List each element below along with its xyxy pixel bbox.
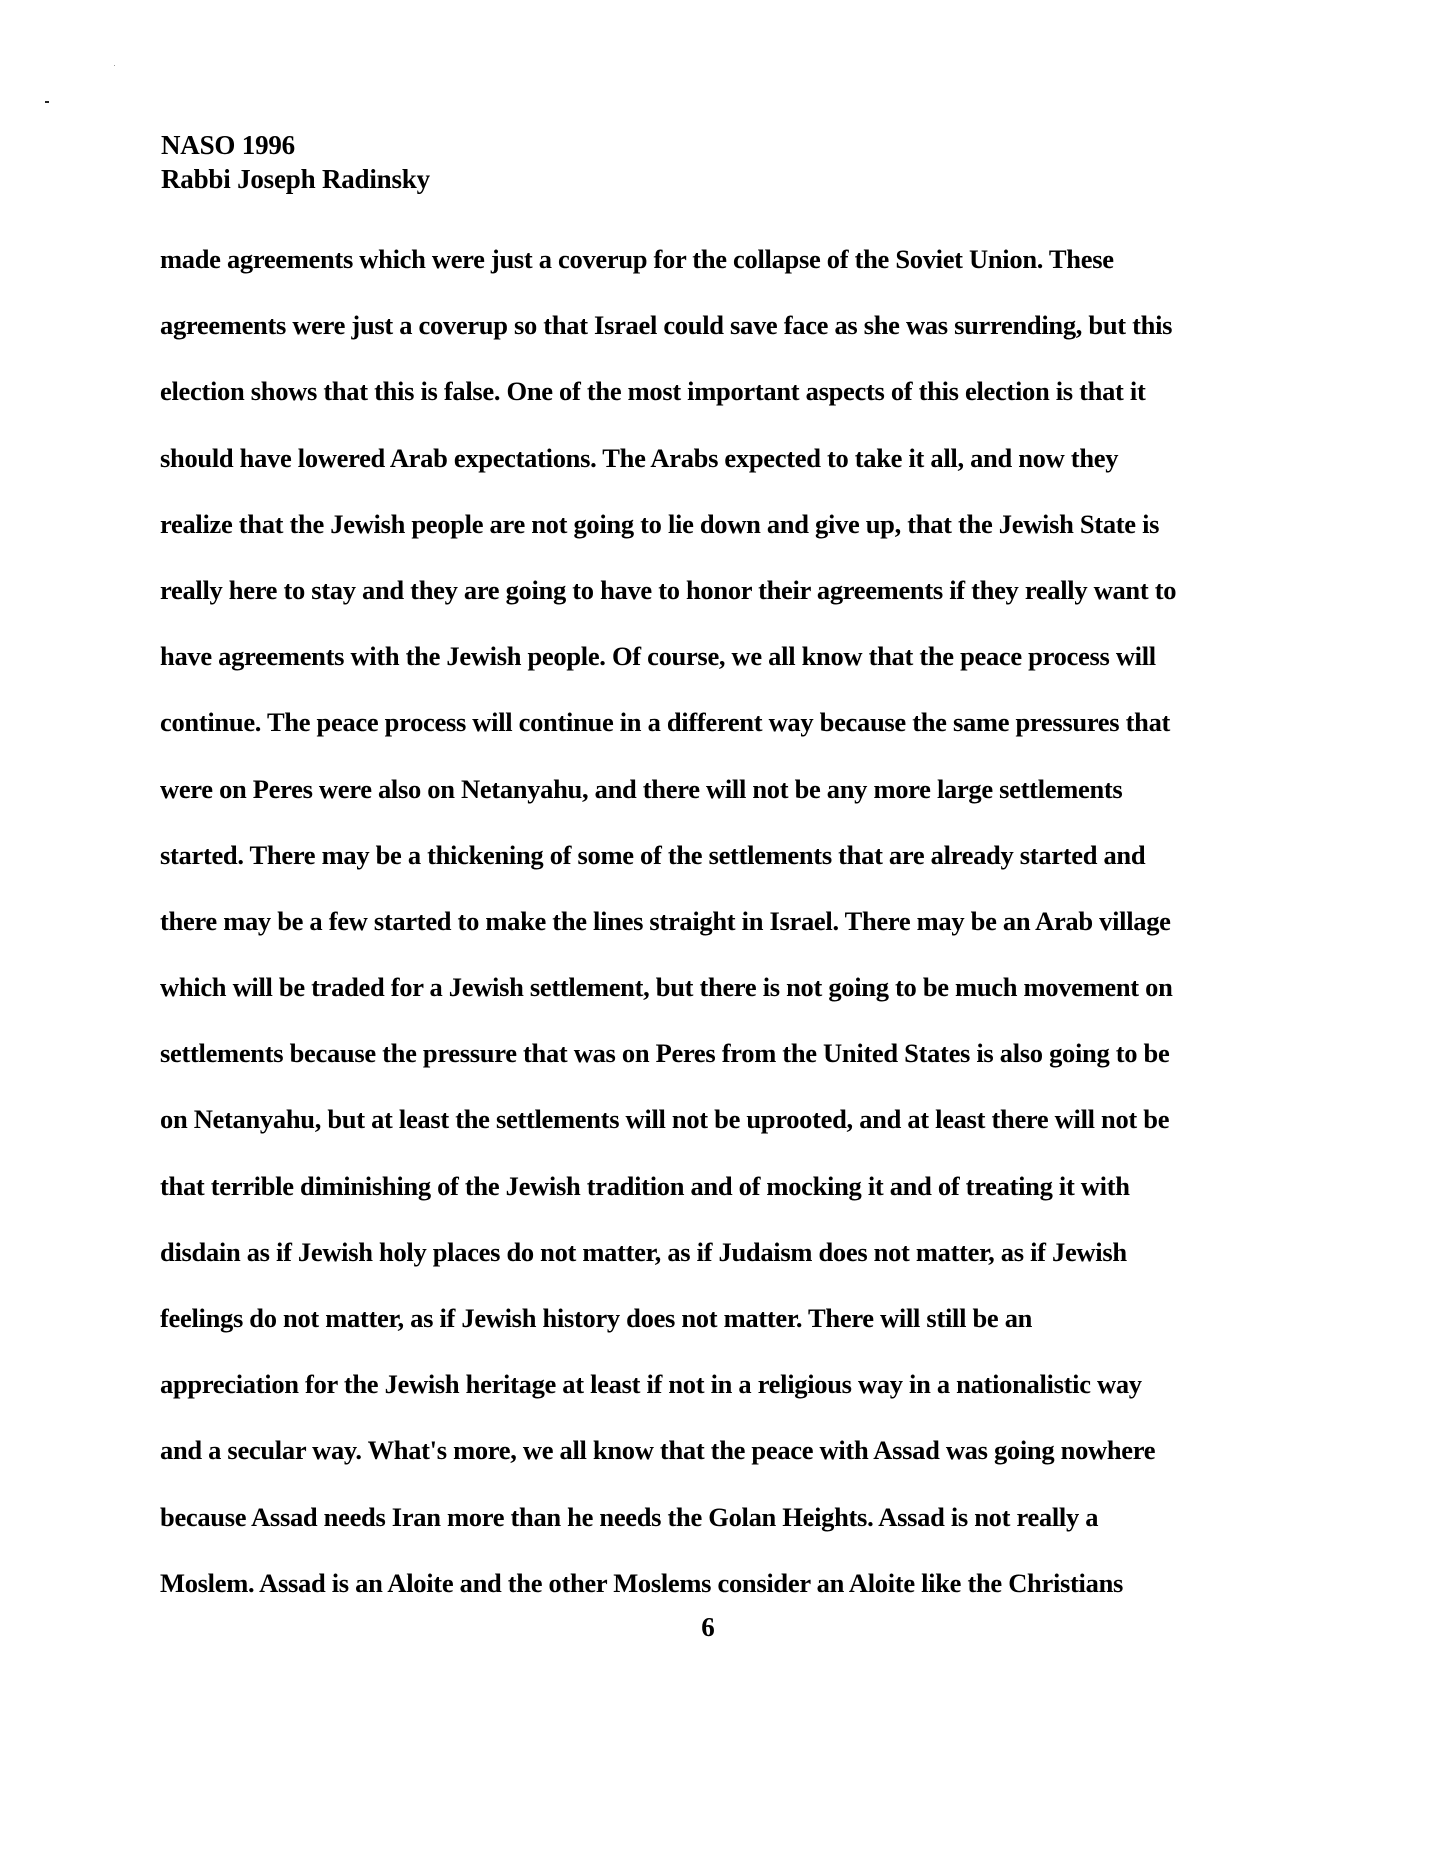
text-line: which will be traded for a Jewish settlement, but there is not going to be much movement on <box>160 972 1173 1003</box>
text-line: disdain as if Jewish holy places do not matter, as if Judaism does not matter, as if Jewish <box>160 1236 1127 1267</box>
text-line: continue. The peace process will continue in a different way because the same pressures that <box>160 707 1171 738</box>
text-line: appreciation for the Jewish heritage at least if not in a religious way in a nationalistic way <box>160 1369 1142 1400</box>
text-line: realize that the Jewish people are not going to lie down and give up, that the Jewish State is <box>160 508 1160 539</box>
text-line: because Assad needs Iran more than he needs the Golan Heights. Assad is not really a <box>160 1501 1099 1532</box>
header-speaker-name: Rabbi Joseph Radinsky <box>161 164 430 194</box>
text-line: settlements because the pressure that was on Peres from the United States is also going to be <box>160 1038 1170 1069</box>
text-line: there may be a few started to make the lines straight in Israel. There may be an Arab village <box>160 905 1171 936</box>
text-line: Moslem. Assad is an Aloite and the other Moslems consider an Aloite like the Christians <box>160 1567 1124 1598</box>
text-line: were on Peres were also on Netanyahu, and there will not be any more large settlements <box>160 773 1123 804</box>
text-line: on Netanyahu, but at least the settlements will not be uprooted, and at least there will not be <box>160 1104 1170 1135</box>
text-line: started. There may be a thickening of some of the settlements that are already started and <box>160 839 1146 870</box>
text-line: election shows that this is false. One of the most important aspects of this election is that it <box>160 376 1146 407</box>
text-line: should have lowered Arab expectations. The Arabs expected to take it all, and now they <box>160 442 1119 473</box>
header-event-title: NASO 1996 <box>161 130 295 160</box>
body-text <box>160 226 1270 1616</box>
page-number-text: 6 <box>701 1612 715 1642</box>
text-line: and a secular way. What's more, we all know that the peace with Assad was going nowhere <box>160 1435 1156 1466</box>
text-line: have agreements with the Jewish people. Of course, we all know that the peace process will <box>160 641 1156 672</box>
scan-speck <box>45 101 49 103</box>
text-line: really here to stay and they are going to have to honor their agreements if they really want to <box>160 574 1177 605</box>
text-line: agreements were just a coverup so that Israel could save face as she was surrending, but this <box>160 310 1173 341</box>
document-header <box>161 128 430 196</box>
page-number <box>0 1612 1430 1643</box>
text-line: feelings do not matter, as if Jewish history does not matter. There will still be an <box>160 1303 1033 1333</box>
text-line: made agreements which were just a coverup for the collapse of the Soviet Union. These <box>160 244 1114 274</box>
scan-speck <box>114 65 115 66</box>
text-line: that terrible diminishing of the Jewish tradition and of mocking it and of treating it with <box>160 1170 1130 1201</box>
